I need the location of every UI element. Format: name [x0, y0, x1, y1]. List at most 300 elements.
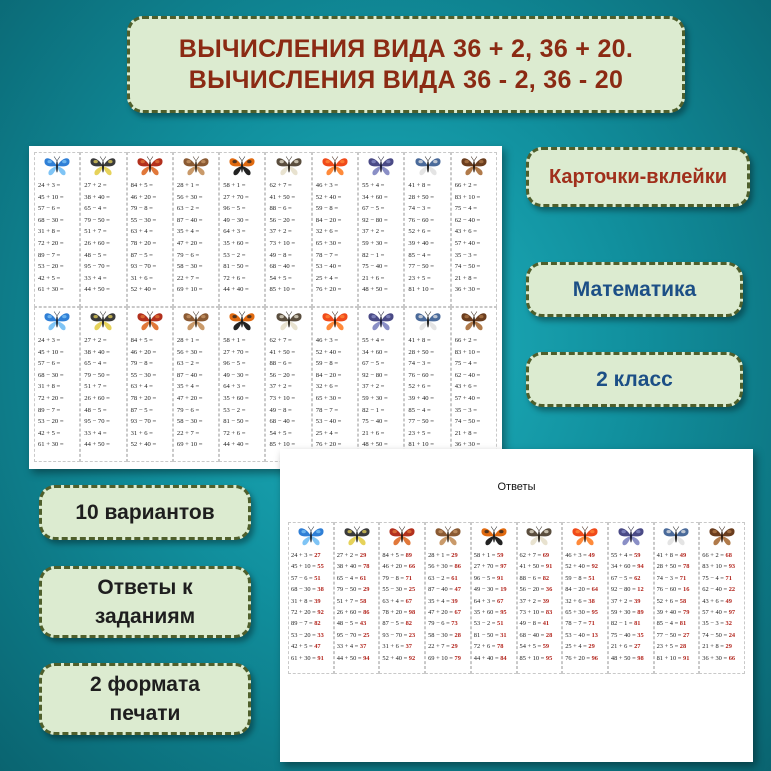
orange-monarch-butterfly-icon — [227, 155, 257, 177]
equation-answer: 49 — [725, 597, 732, 605]
equation — [223, 192, 249, 204]
equation-text: 56 − 20 = — [269, 371, 296, 379]
equation — [337, 653, 370, 664]
equation — [455, 393, 481, 405]
equation — [291, 607, 324, 618]
equation — [455, 284, 481, 296]
equation-answer: 98 — [637, 654, 644, 662]
equation — [316, 192, 342, 204]
equation — [455, 250, 477, 262]
equation — [177, 192, 203, 204]
equation-text: 55 − 30 = — [382, 586, 408, 594]
equation — [38, 180, 60, 192]
equation-answer: 61 — [359, 574, 367, 582]
equation-answer: 66 — [408, 563, 416, 571]
equation-text: 23 + 5 = — [656, 643, 679, 651]
equation-text: 73 + 10 = — [269, 239, 296, 247]
equation — [382, 561, 415, 572]
equation-answer: 36 — [545, 586, 553, 594]
equation — [520, 573, 550, 584]
equation — [657, 584, 690, 595]
red-peacock-butterfly-icon — [387, 525, 417, 547]
equation-text: 52 + 40 = — [130, 441, 157, 449]
equation-text: 67 − 5 = — [362, 360, 385, 368]
equation-text: 88 − 6 = — [269, 360, 292, 368]
equation-answer: 93 — [728, 563, 736, 571]
equation — [428, 607, 461, 618]
equation-answer: 33 — [317, 631, 324, 639]
equation-answer: 31 — [500, 631, 507, 639]
equation — [408, 370, 434, 382]
equation-text: 27 + 2 = — [336, 552, 359, 559]
equation-text: 45 + 10 = — [291, 563, 316, 571]
equation-text: 78 − 7 = — [315, 251, 339, 259]
orange-monarch-butterfly-icon — [227, 310, 257, 332]
equation-text: 52 + 6 = — [408, 228, 431, 236]
equation-answer: 97 — [500, 563, 507, 571]
equation-text: 82 − 1 = — [362, 406, 385, 414]
worksheet-card — [80, 307, 126, 462]
equation — [223, 180, 245, 192]
equation — [316, 393, 342, 405]
equation — [131, 226, 153, 238]
equation-text: 85 − 4 = — [408, 251, 431, 259]
equation-text: 58 − 30 = — [428, 631, 453, 639]
equation — [316, 273, 338, 285]
equation-answer: 39 — [634, 597, 641, 605]
equation-text: 68 − 40 = — [519, 631, 545, 639]
equation — [38, 238, 64, 250]
equation-answer: 66 — [728, 654, 736, 662]
equation-text: 48 − 5 = — [336, 620, 359, 628]
equation-text: 31 + 8 = — [38, 228, 61, 236]
equation-text: 57 + 40 = — [454, 239, 481, 247]
equation-answer: 78 — [683, 563, 690, 571]
purple-butterfly-icon — [366, 155, 396, 177]
equation-text: 51 + 7 = — [336, 597, 359, 605]
equation-text: 32 + 6 = — [315, 383, 339, 391]
equation — [223, 405, 245, 417]
equation — [382, 618, 412, 629]
equation-text: 85 − 4 = — [408, 406, 431, 414]
answer-card — [608, 522, 654, 674]
equation — [38, 439, 64, 451]
equation-text: 31 + 8 = — [38, 383, 61, 391]
equation-text: 54 + 5 = — [519, 643, 542, 651]
equation-text: 52 + 40 = — [315, 193, 342, 201]
equation — [84, 203, 106, 215]
equation-text: 79 − 8 = — [382, 574, 404, 582]
equation — [177, 370, 203, 382]
equation-text: 27 + 2 = — [84, 337, 107, 344]
equation-text: 44 + 50 = — [336, 654, 362, 662]
equation — [84, 416, 110, 428]
equation-text: 43 + 6 = — [702, 597, 724, 605]
equation-answer: 95 — [545, 654, 553, 662]
equation-text: 46 + 20 = — [382, 563, 408, 571]
equation-text: 79 − 8 = — [130, 205, 153, 213]
equation — [382, 630, 415, 641]
orange-monarch-butterfly-icon — [479, 525, 509, 547]
equation — [362, 250, 384, 262]
equation — [269, 215, 295, 227]
equation — [382, 607, 415, 618]
answer-card — [379, 522, 425, 674]
equation-answer: 59 — [497, 552, 504, 559]
equation-text: 66 + 2 = — [702, 552, 724, 559]
equation-text: 81 − 50 = — [223, 263, 249, 271]
equation — [38, 428, 60, 440]
equation — [131, 358, 153, 370]
equation — [84, 250, 106, 262]
equation-text: 65 − 4 = — [84, 205, 107, 213]
equation — [269, 335, 291, 347]
equation — [520, 630, 553, 641]
equation-answer: 91 — [683, 654, 690, 662]
equation — [38, 381, 60, 393]
equation — [520, 550, 550, 561]
equation — [455, 416, 481, 428]
equation — [362, 335, 384, 347]
worksheet-card — [451, 152, 497, 307]
equation-answer: 29 — [359, 552, 367, 559]
equation-text: 28 + 50 = — [408, 348, 434, 356]
equation — [84, 226, 106, 238]
equation-text: 73 + 10 = — [519, 609, 545, 617]
equation — [316, 250, 338, 262]
equation-text: 27 + 70 = — [223, 193, 249, 201]
equation-text: 59 + 30 = — [610, 609, 636, 617]
equation-text: 69 + 10 = — [176, 441, 203, 449]
equation-text: 79 − 6 = — [176, 406, 200, 414]
equation — [408, 335, 430, 347]
equation — [702, 630, 735, 641]
equation-text: 45 + 10 = — [38, 193, 64, 201]
equation — [337, 607, 370, 618]
equation-text: 32 + 6 = — [565, 597, 587, 605]
equation — [177, 215, 203, 227]
equation — [131, 273, 153, 285]
equation-text: 23 + 5 = — [408, 429, 431, 437]
equation-text: 81 + 10 = — [408, 441, 434, 449]
equation-text: 24 + 3 = — [291, 552, 313, 559]
equation-text: 81 − 50 = — [223, 418, 249, 426]
equation-text: 27 + 70 = — [223, 348, 249, 356]
equation — [291, 596, 321, 607]
equation — [131, 405, 153, 417]
equation-text: 46 + 3 = — [565, 552, 587, 559]
equation — [474, 561, 507, 572]
equation-text: 89 − 7 = — [291, 620, 313, 628]
equation-answer: 67 — [497, 597, 504, 605]
equation — [382, 550, 412, 561]
equation — [455, 370, 481, 382]
equation — [131, 439, 157, 451]
equation-text: 27 + 2 = — [84, 182, 107, 189]
equation-text: 33 + 4 = — [336, 643, 359, 651]
equation — [223, 416, 249, 428]
equation-text: 48 + 50 = — [362, 441, 388, 449]
equation-text: 88 − 6 = — [269, 205, 292, 213]
equation-text: 52 + 40 = — [382, 654, 408, 662]
equation-text: 37 + 2 = — [362, 228, 385, 236]
equation-text: 57 + 40 = — [702, 609, 728, 617]
equation — [38, 358, 60, 370]
equation — [702, 573, 732, 584]
equation-answer: 59 — [634, 552, 641, 559]
equation-text: 57 − 6 = — [38, 360, 61, 368]
equation — [565, 641, 595, 652]
equation-text: 55 + 4 = — [610, 552, 633, 559]
equation-text: 37 + 2 = — [269, 228, 292, 236]
badge-formats-line-1: 2 формата — [90, 673, 200, 696]
equation-text: 76 − 60 = — [408, 216, 434, 224]
equation-answer: 67 — [405, 597, 412, 605]
blue-morpho-butterfly-icon — [42, 310, 72, 332]
equation-text: 96 − 5 = — [223, 205, 246, 213]
equation-text: 65 + 30 = — [565, 609, 590, 617]
equation — [455, 405, 477, 417]
title-banner — [127, 16, 685, 113]
equation-text: 68 − 30 = — [291, 586, 316, 594]
equation-text: 55 + 4 = — [362, 182, 385, 189]
equation — [474, 607, 507, 618]
equation-text: 35 + 60 = — [223, 239, 249, 247]
equation — [316, 428, 338, 440]
equation-text: 36 + 30 = — [702, 654, 728, 662]
worksheet-card — [173, 307, 219, 462]
white-admiral-butterfly-icon — [274, 155, 304, 177]
equation — [408, 180, 430, 192]
equation-text: 25 + 4 = — [315, 274, 339, 282]
equation — [382, 596, 412, 607]
equation — [269, 261, 295, 273]
equation — [316, 261, 342, 273]
equation — [316, 370, 342, 382]
equation — [84, 358, 106, 370]
equation-text: 93 − 70 = — [130, 263, 157, 271]
equation — [474, 573, 504, 584]
equation-answer: 23 — [408, 631, 416, 639]
equation — [408, 416, 434, 428]
equation-text: 38 + 40 = — [84, 348, 110, 356]
white-admiral-butterfly-icon — [524, 525, 554, 547]
equation — [362, 405, 384, 417]
equation-text: 31 + 6 = — [130, 274, 153, 282]
equation-text: 25 + 4 = — [315, 429, 339, 437]
equation-text: 75 − 40 = — [362, 263, 388, 271]
equation-text: 79 − 50 = — [84, 371, 110, 379]
equation — [611, 573, 641, 584]
equation-text: 31 + 6 = — [382, 643, 404, 651]
equation — [337, 596, 367, 607]
badge-variants-label: 10 вариантов — [75, 501, 215, 524]
equation — [428, 630, 461, 641]
swallowtail-butterfly-icon — [88, 155, 118, 177]
equation-text: 52 + 40 = — [315, 348, 342, 356]
worksheet-card — [358, 152, 404, 307]
equation-text: 75 − 4 = — [702, 574, 724, 582]
equation-text: 78 + 20 = — [382, 609, 408, 617]
buckeye-butterfly-icon — [433, 525, 463, 547]
badge-formats — [39, 663, 251, 735]
equation-answer: 96 — [591, 654, 598, 662]
equation-answer: 51 — [314, 574, 321, 582]
equation-answer: 64 — [591, 586, 598, 594]
equation-text: 76 + 20 = — [315, 286, 342, 294]
equation-text: 62 + 7 = — [519, 552, 542, 559]
equation — [428, 550, 458, 561]
equation-text: 65 + 30 = — [315, 239, 342, 247]
equation-text: 92 − 80 = — [362, 371, 388, 379]
equation-text: 52 + 40 = — [130, 286, 157, 294]
equation — [84, 238, 110, 250]
equation-text: 57 + 40 = — [454, 394, 481, 402]
equation-text: 64 + 3 = — [473, 597, 496, 605]
equation-answer: 83 — [545, 609, 553, 617]
equation-answer: 81 — [679, 620, 687, 628]
equation-text: 53 − 2 = — [473, 620, 496, 628]
equation-text: 87 − 5 = — [130, 251, 153, 259]
equation-text: 89 − 7 = — [38, 251, 61, 259]
equation-answer: 86 — [363, 609, 370, 617]
equation-answer: 79 — [683, 609, 690, 617]
equation-text: 65 − 4 = — [336, 574, 359, 582]
equation-text: 61 + 30 = — [38, 286, 64, 294]
equation — [291, 630, 324, 641]
equation — [38, 347, 64, 359]
equation — [269, 416, 295, 428]
equation-text: 87 − 40 = — [176, 216, 203, 224]
worksheet-card-grid — [34, 152, 497, 462]
equation-text: 83 + 10 = — [454, 193, 481, 201]
equation-answer: 71 — [405, 574, 412, 582]
equation-text: 46 + 3 = — [315, 337, 339, 344]
equation — [269, 192, 295, 204]
equation-text: 63 + 4 = — [130, 383, 153, 391]
badge-variants — [39, 485, 251, 540]
equation — [455, 428, 477, 440]
equation — [223, 273, 245, 285]
equation-text: 76 + 20 = — [315, 441, 342, 449]
equation-text: 81 + 10 = — [656, 654, 682, 662]
equation-answer: 51 — [497, 620, 504, 628]
equation-text: 53 − 20 = — [38, 418, 64, 426]
worksheet-card — [451, 307, 497, 462]
equation-text: 89 − 7 = — [38, 406, 61, 414]
equation-text: 56 − 20 = — [519, 586, 545, 594]
equation-text: 92 − 80 = — [362, 216, 388, 224]
equation — [474, 584, 507, 595]
brown-comma-butterfly-icon — [459, 310, 489, 332]
equation — [316, 215, 342, 227]
equation — [131, 381, 153, 393]
equation — [382, 584, 415, 595]
equation — [362, 273, 384, 285]
equation-text: 36 + 30 = — [454, 441, 481, 449]
title-line-2: ВЫЧИСЛЕНИЯ ВИДА 36 - 2, 36 - 20 — [188, 65, 624, 94]
equation-text: 82 − 1 = — [610, 620, 633, 628]
worksheet-card — [265, 307, 311, 462]
brown-comma-butterfly-icon — [707, 525, 737, 547]
equation-answer: 91 — [497, 574, 504, 582]
equation-text: 83 + 10 = — [454, 348, 481, 356]
equation-text: 74 − 50 = — [454, 418, 481, 426]
equation-text: 75 − 40 = — [610, 631, 636, 639]
equation — [520, 618, 550, 629]
answer-card — [654, 522, 700, 674]
equation — [223, 393, 249, 405]
equation-text: 72 + 6 = — [473, 643, 496, 651]
equation — [408, 250, 430, 262]
equation — [428, 561, 461, 572]
equation-text: 58 − 30 = — [176, 418, 203, 426]
worksheet-card — [34, 152, 80, 307]
equation-text: 49 − 8 = — [519, 620, 542, 628]
equation-answer: 25 — [408, 586, 416, 594]
equation-text: 72 + 20 = — [38, 394, 64, 402]
equation — [611, 550, 641, 561]
equation-text: 28 + 1 = — [176, 182, 200, 189]
equation — [316, 405, 338, 417]
equation-text: 28 + 50 = — [408, 193, 434, 201]
equation-answer: 37 — [359, 643, 367, 651]
equation-answer: 39 — [314, 597, 321, 605]
answer-card — [288, 522, 334, 674]
equation — [177, 250, 199, 262]
equation-text: 93 − 70 = — [130, 418, 157, 426]
zebra-swallowtail-butterfly-icon — [413, 310, 443, 332]
equation-answer: 25 — [363, 631, 370, 639]
equation-text: 37 + 2 = — [610, 597, 633, 605]
equation-text: 37 + 2 = — [362, 383, 385, 391]
equation — [565, 584, 598, 595]
equation — [38, 284, 64, 296]
badge-subject-label: Математика — [572, 277, 697, 301]
equation-text: 88 − 6 = — [519, 574, 542, 582]
equation-text: 53 − 40 = — [315, 263, 342, 271]
equation — [474, 653, 507, 664]
worksheet-card — [219, 307, 265, 462]
equation-text: 85 − 4 = — [656, 620, 679, 628]
white-admiral-butterfly-icon — [274, 310, 304, 332]
equation — [223, 250, 245, 262]
equation-answer: 47 — [454, 586, 461, 594]
equation — [38, 370, 64, 382]
equation-text: 47 + 20 = — [176, 394, 203, 402]
equation-text: 27 + 70 = — [473, 563, 499, 571]
equation — [362, 192, 388, 204]
equation-text: 46 + 20 = — [130, 193, 157, 201]
equation — [408, 238, 434, 250]
equation-text: 34 + 60 = — [362, 348, 388, 356]
worksheet-card — [404, 307, 450, 462]
equation-text: 84 + 5 = — [382, 552, 404, 559]
equation — [269, 405, 291, 417]
equation-text: 65 + 30 = — [315, 394, 342, 402]
equation — [131, 215, 157, 227]
equation-answer: 94 — [637, 563, 644, 571]
equation — [455, 215, 481, 227]
equation-answer: 37 — [405, 643, 412, 651]
swallowtail-butterfly-icon — [342, 525, 372, 547]
equation-text: 95 − 70 = — [84, 418, 110, 426]
equation-text: 49 − 8 = — [269, 406, 292, 414]
equation-text: 72 + 20 = — [291, 609, 316, 617]
equation-answer: 38 — [588, 597, 595, 605]
equation — [177, 393, 203, 405]
badge-subject — [526, 262, 743, 317]
